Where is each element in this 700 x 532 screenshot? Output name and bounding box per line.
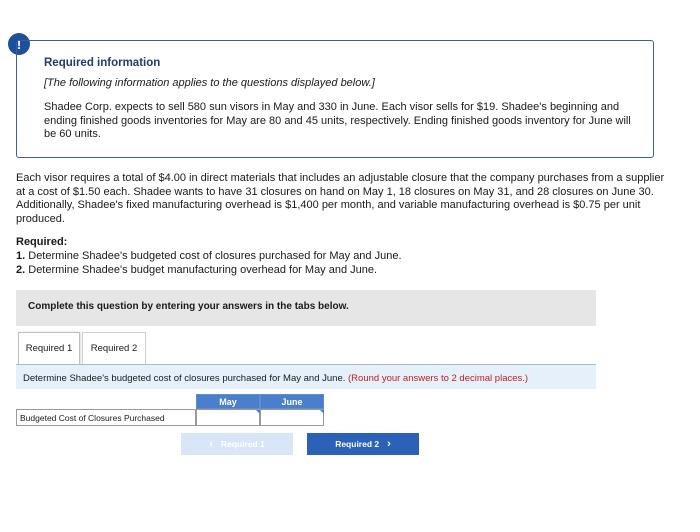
tab-required-2[interactable]: Required 2 [82, 332, 146, 364]
required-item-number: 1. [16, 250, 26, 262]
previous-tab-label: Required 1 [220, 439, 265, 449]
column-header-may: May [196, 394, 260, 409]
required-item-1 [16, 250, 402, 264]
required-item-2 [16, 264, 402, 278]
info-note: [The following information applies to the questions displayed below.] [44, 77, 375, 89]
required-item-number: 2. [16, 263, 26, 276]
instruction-main-text: Determine Shadee's budgeted cost of closures purchased for May and June. [23, 373, 349, 384]
instruction-banner [16, 290, 596, 326]
required-item-text: Determine Shadee's budget manufacturing overhead for May and June. [25, 263, 378, 276]
next-tab-label: Required 2 [335, 439, 380, 449]
question-instruction [16, 364, 596, 389]
chevron-right-icon: › [387, 438, 391, 450]
problem-paragraph: Each visor requires a total of $4.00 in direct materials that includes an adjustable closure that the company purchases from a supplier at a cost of $1.50 each. Shadee wants to have 31 closures on hand on May 1, 18 closures on May 31, and 28 closures on June 30. Additionally, Shadee's fixed manufacturing overhead is $1,400 per month, and variable manufacturing overhead is $0.75 per unit produced. [16, 172, 665, 225]
info-title: Required information [44, 57, 161, 69]
question-instruction-text [23, 373, 528, 384]
rounding-note: (Round your answers to 2 decimal places.) [348, 373, 529, 384]
instruction-banner-text: Complete this question by entering your answers in the tabs below. [28, 301, 349, 312]
previous-tab-button[interactable] [181, 433, 293, 455]
input-corner-marker [320, 410, 324, 414]
required-item-text: Determine Shadee's budgeted cost of closures purchased for May and June. [25, 250, 402, 262]
row-label-budgeted-cost: Budgeted Cost of Closures Purchased [16, 409, 196, 426]
info-text: Shadee Corp. expects to sell 580 sun visors in May and 330 in June. Each visor sells for $19. Shadee's beginning and ending finished goods inventories for May are 80 and 45 units, respectively. Ending finished goods inventory for June will be 60 units. [44, 101, 631, 140]
may-cost-input[interactable] [196, 409, 260, 426]
next-tab-button[interactable] [307, 433, 419, 455]
column-header-june: June [260, 394, 324, 409]
june-cost-input[interactable] [260, 409, 324, 426]
required-list [16, 250, 402, 277]
required-information-box [16, 40, 654, 158]
alert-icon: ! [8, 33, 30, 55]
required-heading: Required: [16, 236, 68, 248]
chevron-left-icon: ‹ [209, 438, 213, 450]
tab-required-1[interactable]: Required 1 [18, 332, 80, 364]
